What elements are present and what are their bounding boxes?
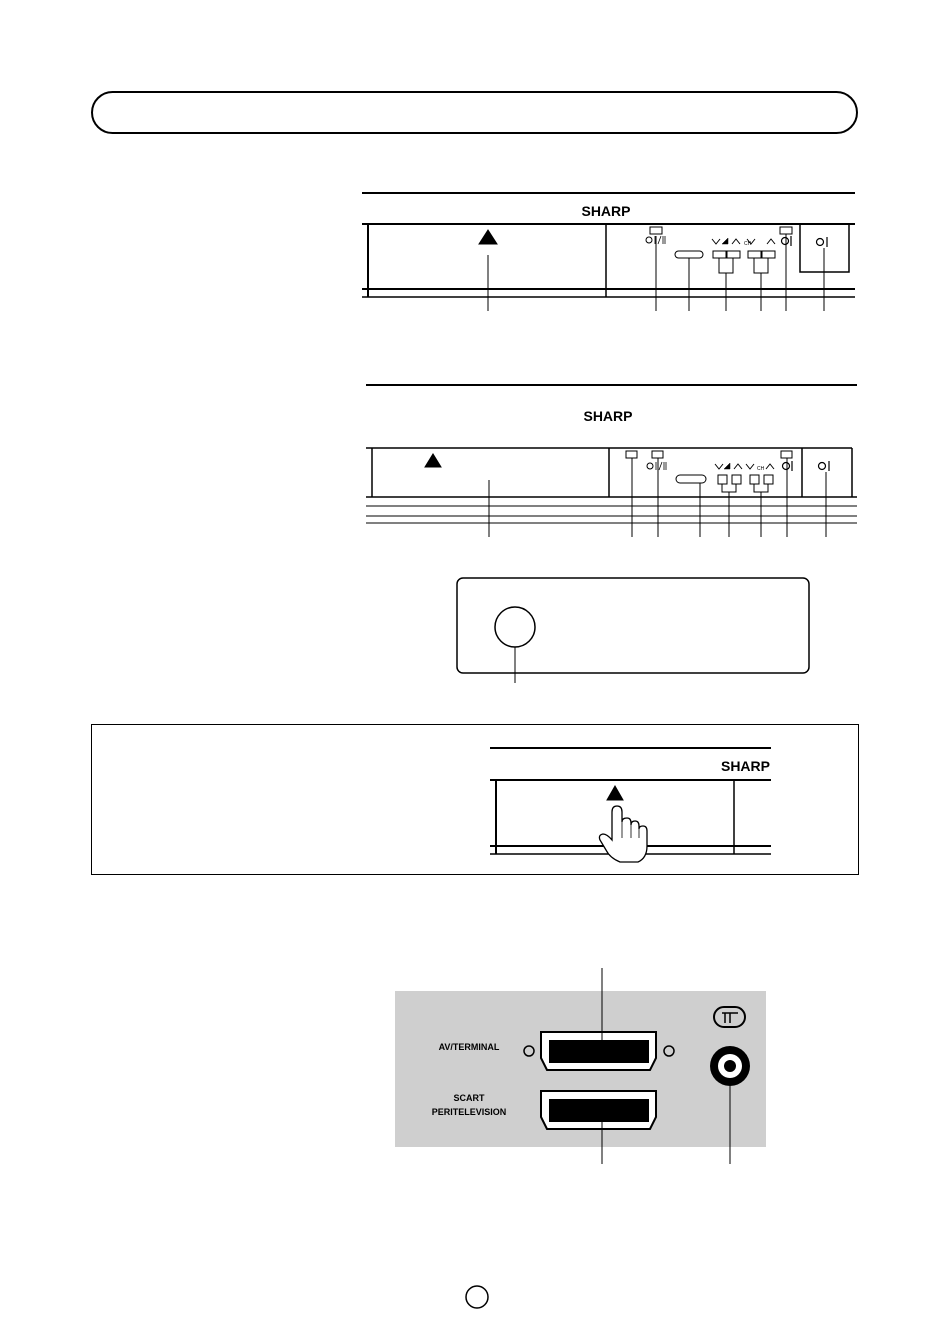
triangle-up-icon: [479, 230, 497, 244]
triangle-up-icon: [607, 786, 623, 800]
side-power-panel: [457, 578, 809, 683]
svg-text:CH: CH: [757, 466, 765, 472]
triangle-up-icon: [425, 454, 441, 467]
brand-logo: SHARP: [581, 203, 631, 219]
scart-label-line2: PERITELEVISION: [431, 1107, 507, 1117]
rear-panel: [395, 968, 766, 1164]
brand-logo: SHARP: [583, 408, 633, 424]
volume-up-down-icon: [712, 238, 740, 244]
svg-text:CH: CH: [744, 241, 752, 247]
volume-up-down-icon: [715, 463, 742, 469]
brand-logo: SHARP: [720, 758, 770, 774]
mono-stereo-icon: [647, 462, 666, 470]
av-terminal-label: AV/TERMINAL: [438, 1042, 500, 1052]
power-switch-icon: [817, 237, 828, 247]
main-power-switch-icon: [495, 607, 535, 647]
power-switch-icon: [819, 461, 830, 471]
page-number-badge: [466, 1286, 488, 1308]
scart-label-line1: SCART: [453, 1093, 485, 1103]
scart-connector-peritelevision: [541, 1091, 656, 1129]
scart-connector-av: [541, 1032, 656, 1070]
